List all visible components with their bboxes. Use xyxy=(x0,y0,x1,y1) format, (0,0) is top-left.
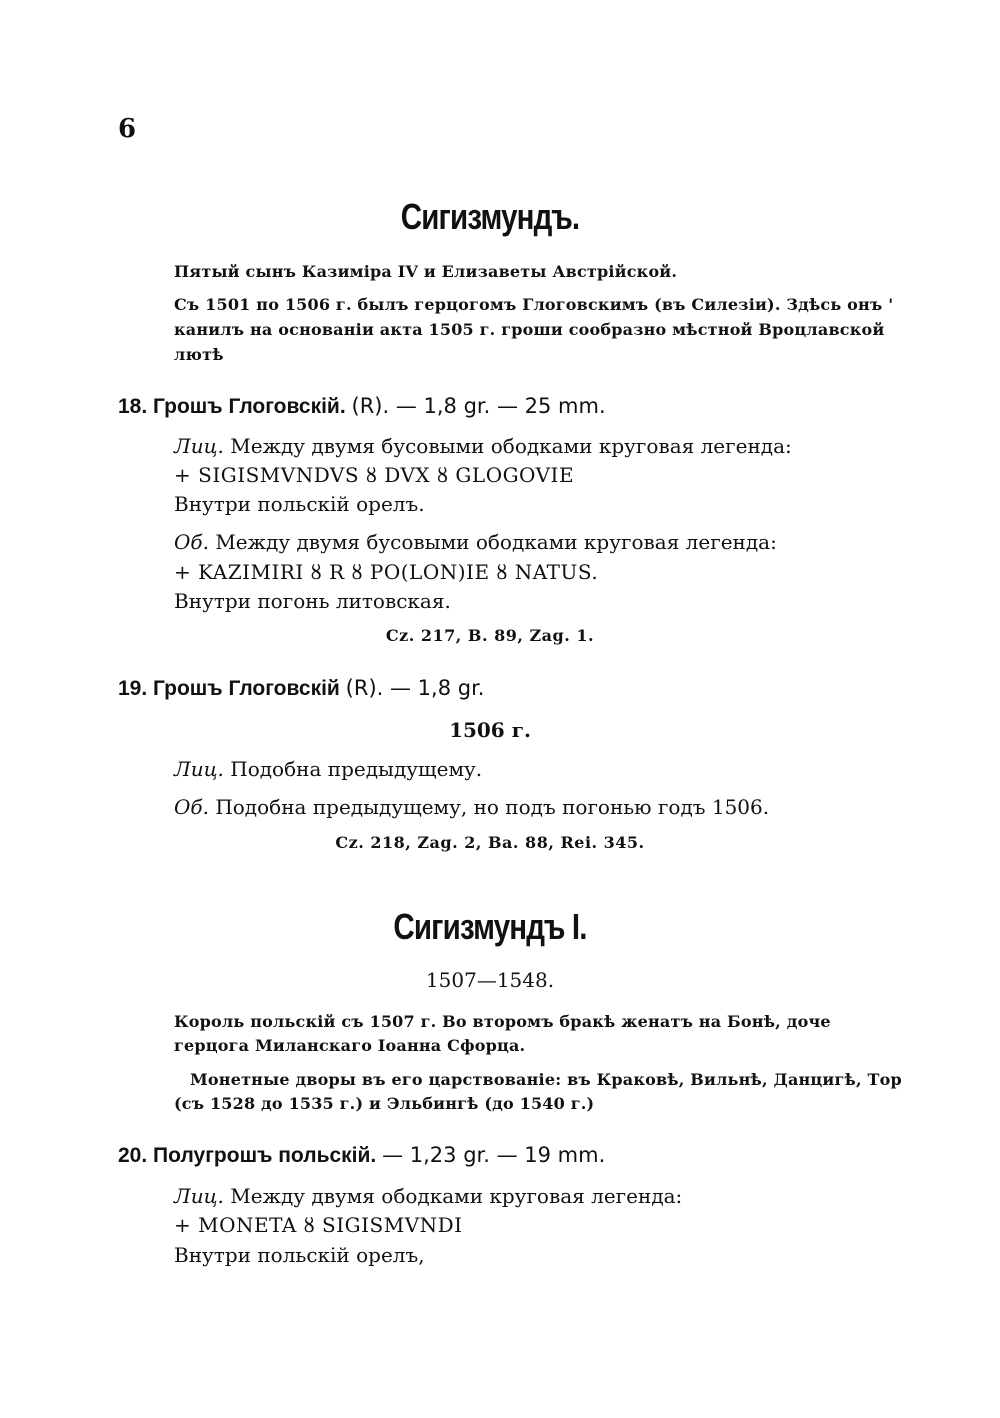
obverse-label: Лиц. xyxy=(174,1184,224,1208)
reverse-legend: + KAZIMIRI ȣ R ȣ PO(LON)IE ȣ NATUS. xyxy=(174,560,599,584)
reign-years: 1507—1548. xyxy=(425,968,555,992)
obverse-description xyxy=(174,1184,682,1208)
obverse-description xyxy=(174,434,792,458)
reverse-text: Между двумя бусовыми ободками круговая легенда: xyxy=(215,530,777,554)
entry-title: Полугрошъ польскій. xyxy=(153,1144,377,1167)
obverse-text: Подобна предыдущему. xyxy=(230,757,483,781)
obverse-description xyxy=(174,757,482,781)
catalog-reference: Cz. 217, B. 89, Zag. 1. xyxy=(385,626,595,645)
reverse-label: Об. xyxy=(174,530,209,554)
reverse-description xyxy=(174,530,777,554)
entry-meta: — 1,23 gr. — 19 mm. xyxy=(382,1143,606,1167)
section-heading-sigismund-i: Сигизмундъ I. xyxy=(393,906,587,947)
intro-line: герцога Миланскаго Іоанна Сфорца. xyxy=(174,1036,526,1055)
entry-number: 19. xyxy=(118,677,148,700)
entry-19-heading xyxy=(118,676,484,701)
obverse-text: Между двумя ободками круговая легенда: xyxy=(230,1184,683,1208)
entry-20-heading xyxy=(118,1143,605,1168)
entry-meta: (R). — 1,8 gr. xyxy=(345,676,485,700)
entry-number: 18. xyxy=(118,395,148,418)
obverse-field: Внутри польскій орелъ, xyxy=(174,1243,425,1267)
reverse-label: Об. xyxy=(174,795,209,819)
intro-line: Монетные дворы въ его царствованіе: въ Краковѣ, Вильнѣ, Данцигѣ, Тор xyxy=(190,1070,902,1089)
obverse-text: Между двумя бусовыми ободками круговая легенда: xyxy=(230,434,792,458)
obverse-legend: + SIGISMVNDVS ȣ DVX ȣ GLOGOVIE xyxy=(174,463,575,487)
intro-line: Король польскій съ 1507 г. Во второмъ бракѣ женатъ на Бонѣ, доче xyxy=(174,1012,831,1031)
entry-number: 20. xyxy=(118,1144,148,1167)
entry-meta: (R). — 1,8 gr. — 25 mm. xyxy=(351,394,606,418)
intro-line: лютѣ xyxy=(174,345,224,364)
page-number: 6 xyxy=(118,114,137,144)
catalog-reference: Cz. 218, Zag. 2, Ba. 88, Rei. 345. xyxy=(335,833,645,852)
obverse-label: Лиц. xyxy=(174,434,224,458)
reverse-text: Подобна предыдущему, но подъ погонью годъ 1506. xyxy=(215,795,770,819)
entry-title: Грошъ Глоговскій xyxy=(153,677,340,700)
intro-line: Съ 1501 по 1506 г. былъ герцогомъ Глоговскимъ (въ Силезіи). Здѣсь онъ ' xyxy=(174,295,894,314)
obverse-legend: + MONETA ȣ SIGISMVNDI xyxy=(174,1213,463,1237)
intro-line: канилъ на основаніи акта 1505 г. гроши сообразно мѣстной Вроцлавской xyxy=(174,320,885,339)
entry-year: 1506 г. xyxy=(449,718,531,742)
entry-18-heading xyxy=(118,394,606,419)
section-heading-sigismund: Сигизмундъ. xyxy=(400,196,580,237)
intro-line: (съ 1528 до 1535 г.) и Эльбингѣ (до 1540 г.) xyxy=(174,1094,595,1113)
obverse-field: Внутри польскій орелъ. xyxy=(174,492,425,516)
obverse-label: Лиц. xyxy=(174,757,224,781)
entry-title: Грошъ Глоговскій. xyxy=(153,395,346,418)
reverse-description xyxy=(174,795,769,819)
intro-line: Пятый сынъ Казиміра IV и Елизаветы Австрійской. xyxy=(174,262,678,281)
reverse-field: Внутри погонь литовская. xyxy=(174,589,451,613)
